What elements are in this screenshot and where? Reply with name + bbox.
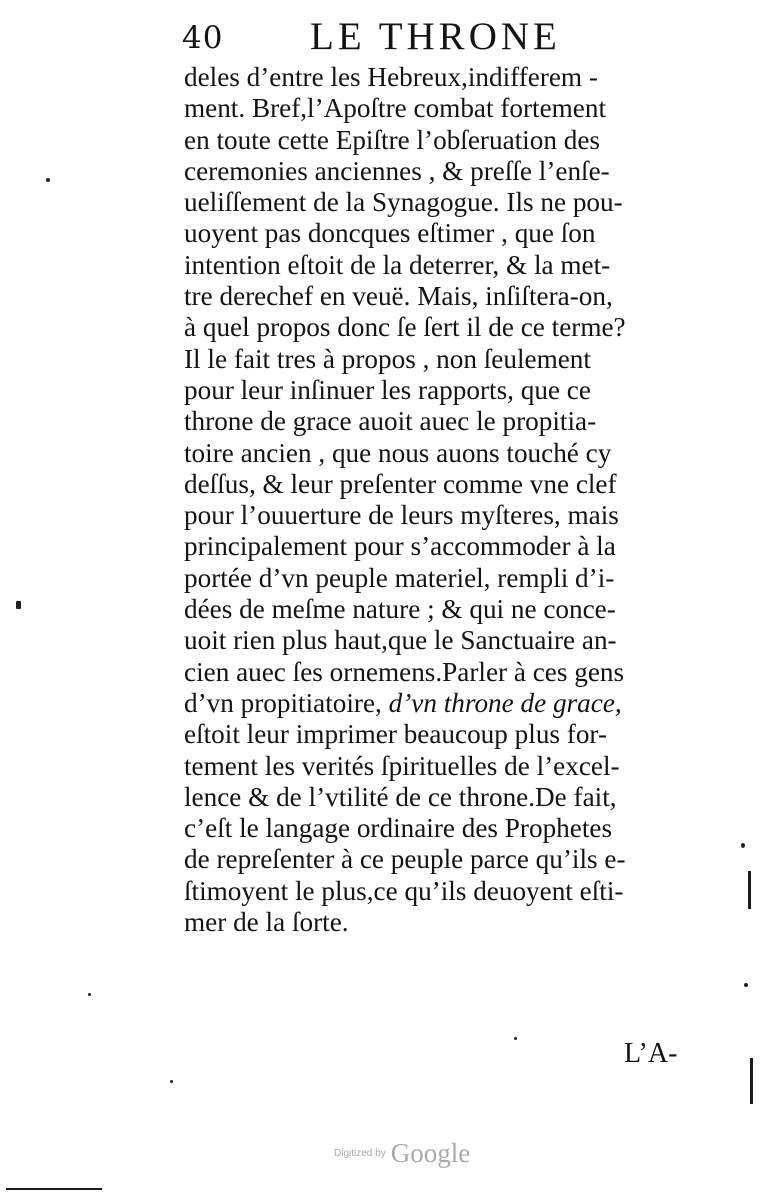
scan-speck <box>170 1080 173 1083</box>
watermark-logo: Google <box>390 1138 471 1168</box>
text-line: intention eſtoit de la deterrer, & la met- <box>184 249 611 280</box>
margin-mark <box>750 1058 753 1104</box>
text-line: en toute cette Epiſtre l’obſeruation des <box>184 124 600 155</box>
text-line: uoyent pas doncques eſtimer , que ſon <box>184 218 596 249</box>
text-line: principalement pour s’accommoder à la <box>184 531 616 562</box>
text-line: ſtimoyent le plus,ce qu’ils deuoyent eſti- <box>184 875 624 906</box>
scan-speck <box>16 601 21 609</box>
scan-speck <box>46 178 50 182</box>
page-header <box>182 14 622 58</box>
running-title: LE THRONE <box>310 15 561 58</box>
text-line: deſſus, & leur preſenter comme vne clef <box>184 468 617 499</box>
catchword: L’A- <box>624 1038 678 1069</box>
text-line: tement les verités ſpirituelles de l’excel- <box>184 750 620 781</box>
italic-phrase: d’vn throne de grace, <box>388 687 622 718</box>
text-line: uoit rien plus haut,que le Sanctuaire an- <box>184 625 617 656</box>
scan-speck <box>744 983 748 987</box>
text-line: ment. Bref,l’Apoſtre combat fortement <box>184 93 607 124</box>
text-line: de repreſenter à ce peuple parce qu’ils e- <box>184 844 626 875</box>
text-line: à quel propos donc ſe ſert il de ce terme? <box>184 312 626 343</box>
page-number: 40 <box>182 20 224 56</box>
text-line: throne de grace auoit auec le propitia- <box>184 406 597 437</box>
text-line: ceremonies anciennes , & preſſe l’enſe- <box>184 155 610 186</box>
text-line: pour l’ouuerture de leurs myſteres, mais <box>184 500 619 531</box>
scan-speck <box>741 843 745 848</box>
text-line: deles d’entre les Hebreux,indifferem - <box>184 62 598 92</box>
text-line: lence & de l’vtilité de ce throne.De fait, <box>184 781 617 812</box>
text-line: Il le fait tres à propos , non ſeulement <box>184 343 591 374</box>
text-line: pour leur inſinuer les rapports, que ce <box>184 374 591 405</box>
text-line: cien auec ſes ornemens.Parler à ces gens <box>184 656 625 687</box>
text-line: dées de meſme nature ; & qui ne conce- <box>184 594 616 625</box>
text-line: mer de la ſorte. <box>184 907 349 938</box>
digitized-watermark <box>334 1138 470 1169</box>
watermark-prefix: Digitized by <box>334 1148 386 1159</box>
body-text <box>184 62 694 938</box>
text-line: ueliſſement de la Synagogue. Ils ne pou- <box>184 187 623 218</box>
text-line: c’eſt le langage ordinaire des Prophetes <box>184 813 613 844</box>
text-line: d’vn propitiatoire, d’vn throne de grace, <box>184 687 622 718</box>
margin-mark <box>748 871 751 909</box>
text-line: portée d’vn peuple materiel, rempli d’i- <box>184 562 615 593</box>
text-line: eſtoit leur imprimer beaucoup plus for- <box>184 719 607 750</box>
text-line: toire ancien , que nous auons touché cy <box>184 437 612 468</box>
scan-edge-line <box>6 1188 102 1190</box>
scan-speck <box>88 993 91 996</box>
text-line: tre derechef en veuë. Mais, inſiſtera-on, <box>184 281 613 312</box>
scan-speck <box>514 1037 517 1040</box>
